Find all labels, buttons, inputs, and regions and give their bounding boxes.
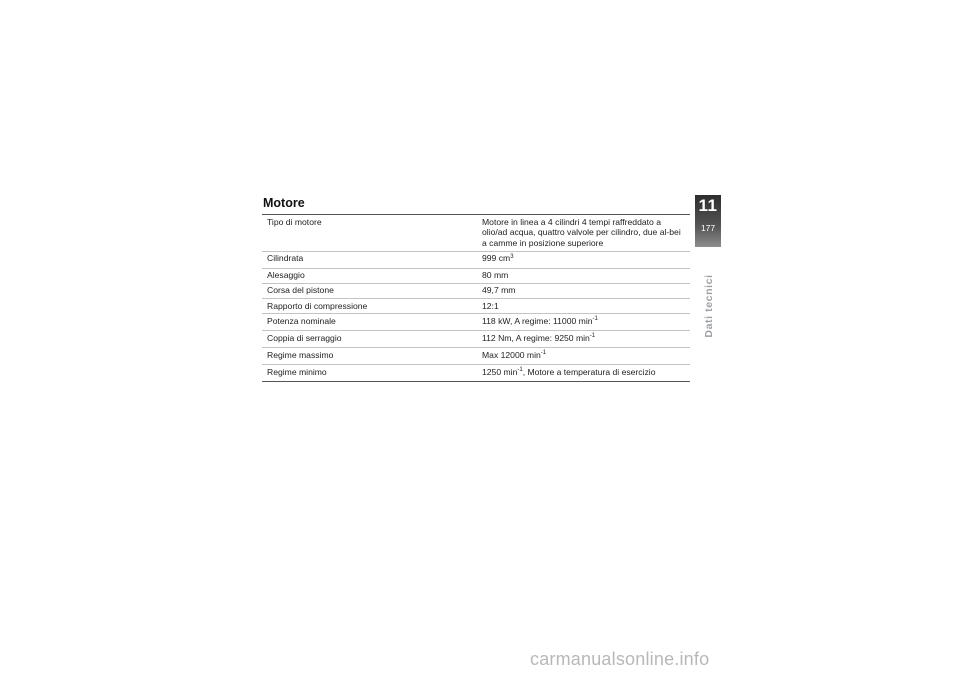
- spec-value: [477, 314, 690, 331]
- spec-value-text: 112 Nm, A regime: 9250 min: [482, 332, 590, 343]
- spec-value: [477, 348, 690, 365]
- spec-value-text: Max 12000 min: [482, 349, 541, 360]
- spec-value-superscript: 3: [510, 253, 514, 260]
- spec-value-tail: , Motore a temperatura di esercizio: [522, 366, 656, 377]
- table-row: [262, 283, 690, 298]
- spec-value: 49,7 mm: [482, 285, 516, 296]
- chapter-label: Dati tecnici: [703, 274, 715, 338]
- spec-value: [477, 331, 690, 348]
- spec-value-text: 1250 min: [482, 366, 518, 377]
- spec-value-text: 118 kW, A regime: 11000 min: [482, 315, 593, 326]
- spec-label: Cilindrata: [267, 253, 304, 264]
- spec-label: Alesaggio: [267, 270, 305, 281]
- chapter-tab: [695, 195, 721, 247]
- spec-label: Corsa del pistone: [267, 285, 334, 296]
- spec-value: [477, 365, 690, 382]
- spec-value-superscript: -1: [592, 316, 598, 323]
- spec-value: Motore in linea a 4 cilindri 4 tempi raffreddato a olio/ad acqua, quattro valvole per cilindro, due al-bei a camme in posizione superiore: [482, 216, 681, 249]
- table-row: [262, 314, 690, 331]
- table-row: [262, 331, 690, 348]
- spec-value-superscript: -1: [517, 367, 523, 374]
- page-number: 177: [700, 223, 716, 233]
- specs-table: [262, 214, 690, 382]
- table-row: [262, 268, 690, 283]
- watermark: carmanualsonline.info: [530, 649, 710, 669]
- spec-value-text: 999 cm: [482, 253, 511, 264]
- table-row: [262, 298, 690, 313]
- spec-label: Regime minimo: [267, 366, 327, 377]
- spec-label: Tipo di motore: [267, 216, 322, 227]
- spec-value: [477, 251, 690, 268]
- spec-value: 80 mm: [482, 270, 509, 281]
- table-row: [262, 215, 690, 252]
- table-row: [262, 348, 690, 365]
- spec-label: Regime massimo: [267, 349, 334, 360]
- chapter-number: 11: [698, 196, 718, 215]
- spec-label: Coppia di serraggio: [267, 332, 342, 343]
- table-row: [262, 365, 690, 382]
- section-title: Motore: [263, 196, 305, 210]
- spec-value-superscript: -1: [540, 350, 547, 357]
- spec-label: Potenza nominale: [267, 315, 336, 326]
- spec-label: Rapporto di compressione: [267, 300, 368, 311]
- spec-value-superscript: -1: [589, 333, 596, 340]
- spec-value: 12:1: [482, 300, 499, 311]
- table-row: [262, 251, 690, 268]
